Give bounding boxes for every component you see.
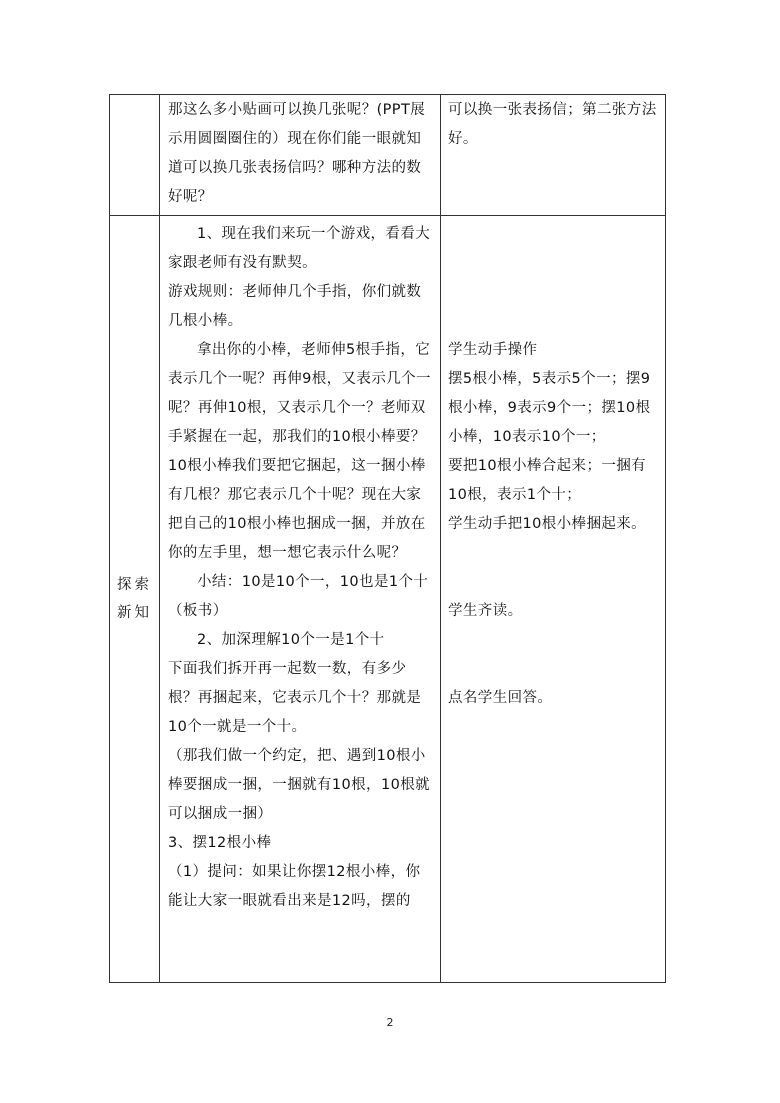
section-label-line: 新知	[117, 605, 152, 621]
teacher-activity-cell	[160, 216, 441, 983]
teacher-paragraph: （1）提问：如果让你摆12根小棒，你能让大家一眼就看出来是12吗，摆的	[168, 864, 421, 909]
section-label-line: 探索	[117, 577, 152, 593]
table-row	[110, 216, 666, 983]
student-paragraph: 学生齐读。	[448, 603, 523, 619]
student-paragraph: 要把10根小棒合起来；一捆有10根，表示1个十；	[448, 458, 647, 503]
student-paragraph: 摆5根小棒，5表示5个一；摆9根小棒，9表示9个一；摆10根小棒，10表示10个一；	[448, 371, 651, 445]
lesson-plan-table	[109, 94, 666, 983]
teacher-paragraph: 2、加深理解10个一是1个十	[197, 632, 385, 648]
student-paragraph: 可以换一张表扬信；第二张方法好。	[448, 102, 657, 147]
teacher-paragraph: 小结：10是10个一，10也是1个十（板书）	[168, 574, 429, 619]
student-paragraph: 学生动手把10根小棒捆起来。	[448, 516, 647, 532]
student-paragraph: 点名学生回答。	[448, 690, 553, 706]
page-number: 2	[386, 1016, 394, 1029]
teacher-paragraph: 那这么多小贴画可以换几张呢？(PPT展示用圆圈圈住的）现在你们能一眼就知道可以换几张表扬信吗？哪种方法的数好呢？	[168, 102, 426, 205]
teacher-paragraph: 拿出你的小棒，老师伸5根手指，它表示几个一呢？再伸9根，又表示几个一呢？再伸10根，又表示几个一？老师双手紧握在一起，那我们的10根小棒要？10根小棒我们要把它捆起，这一捆小棒有几根？那它表示几个十呢？现在大家把自己的10根小棒也捆成一捆，并放在你的左手里，想一想它表示什么呢？	[168, 342, 431, 561]
table-row	[110, 95, 666, 216]
teacher-paragraph: 游戏规则：老师伸几个手指，你们就数几根小棒。	[168, 284, 422, 329]
student-activity-cell	[441, 95, 666, 216]
student-activity-cell	[441, 216, 666, 983]
teacher-paragraph: （那我们做一个约定，把、遇到10根小棒要捆成一捆，一捆就有10根，10根就可以捆成一捆）	[168, 748, 430, 822]
section-cell	[110, 216, 160, 983]
section-cell	[110, 95, 160, 216]
teacher-activity-cell	[160, 95, 441, 216]
student-paragraph: 学生动手操作	[448, 342, 538, 358]
teacher-paragraph: 1、现在我们来玩一个游戏，看看大家跟老师有没有默契。	[168, 226, 431, 271]
teacher-paragraph: 3、摆12根小棒	[168, 835, 272, 851]
teacher-paragraph: 下面我们拆开再一起数一数，有多少根？再捆起来，它表示几个十？那就是10个一就是一个十。	[168, 661, 422, 735]
